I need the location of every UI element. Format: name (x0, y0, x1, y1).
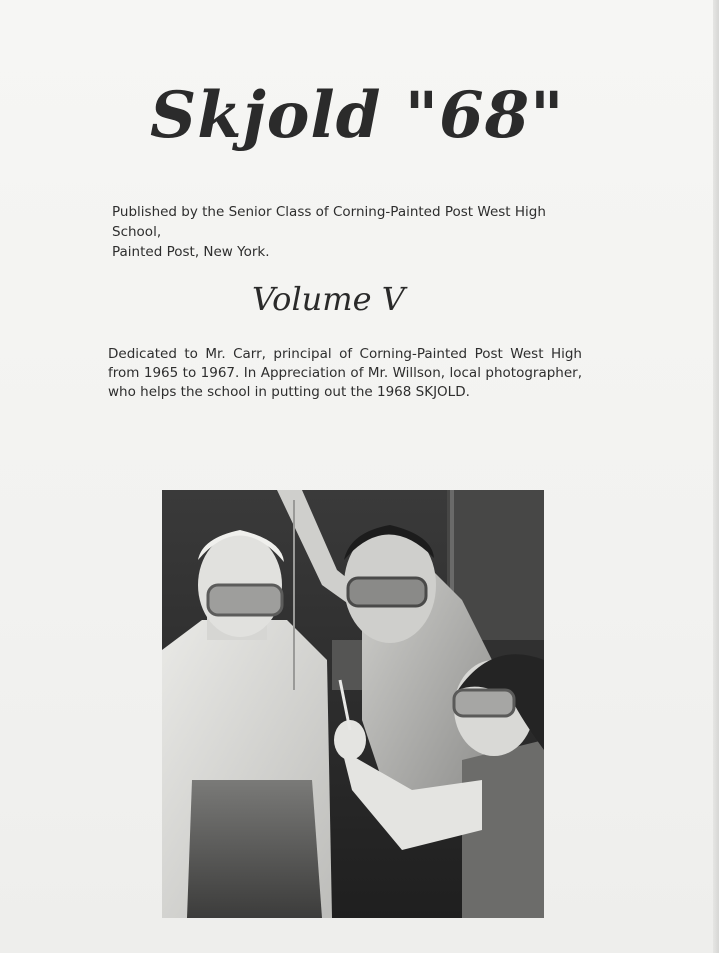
yearbook-title: Skjold "68" (150, 78, 565, 153)
publisher-line-1: Published by the Senior Class of Corning-Painted Post West High School, (112, 204, 546, 240)
publisher-statement (112, 202, 592, 262)
middle-student-goggles (348, 578, 426, 606)
page-edge (713, 0, 719, 953)
publisher-line-2: Painted Post, New York. (112, 244, 270, 260)
left-student-goggles (208, 585, 282, 615)
dedication-text: Dedicated to Mr. Carr, principal of Corning-Painted Post West High from 1965 to 1967. In Appreciation of Mr. Willson, local photographer, who helps the school in putting out the 1968 SKJOLD. (108, 346, 582, 400)
volume-number: Volume V (252, 280, 405, 318)
students-photo (162, 490, 544, 918)
right-student-goggles (454, 690, 514, 716)
left-student-apron (187, 780, 322, 918)
students-photo-illustration (162, 490, 544, 918)
